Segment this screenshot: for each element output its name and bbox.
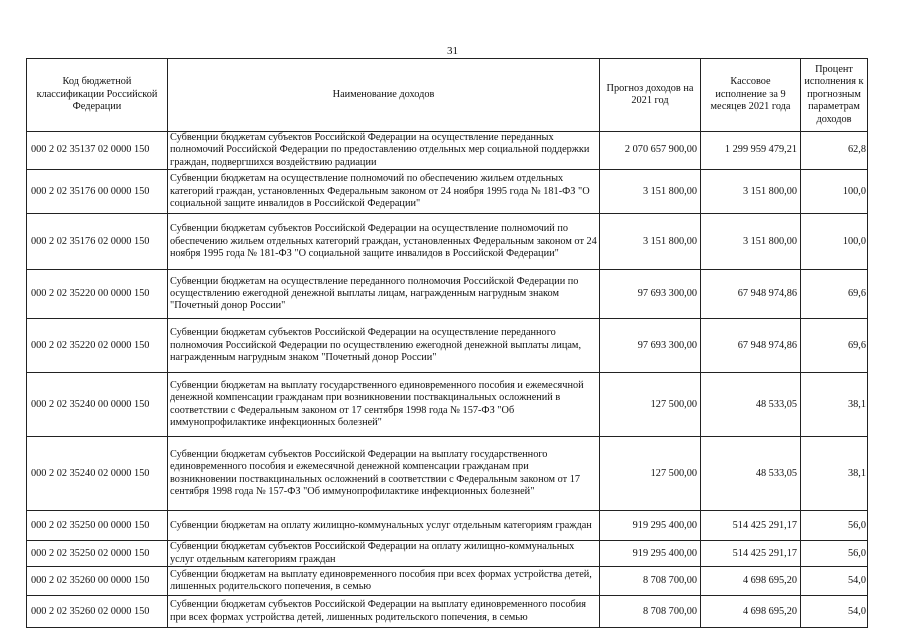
- row-forecast: 919 295 400,00: [600, 541, 701, 567]
- row-code: 000 2 02 35250 02 0000 150: [27, 541, 168, 567]
- row-name: Субвенции бюджетам субъектов Российской Федерации на осуществление полномочий по обеспечению жильем отдельных категорий граждан, установленных Федеральным законом от 24 ноября 1995 года № 181-ФЗ "О социальной защите инвалидов в Российской Федерации": [168, 214, 600, 270]
- row-code: 000 2 02 35240 02 0000 150: [27, 437, 168, 511]
- table-row: [27, 319, 868, 373]
- row-name: Субвенции бюджетам на осуществление полномочий по обеспечению жильем отдельных категорий граждан, установленных Федеральным законом от 24 ноября 1995 года № 181-ФЗ "О социальной защите инвалидов в Российской Федерации": [168, 170, 600, 214]
- table-row: [27, 541, 868, 567]
- table-row: [27, 596, 868, 628]
- header-percent: Процент исполнения к прогнозным параметрам доходов: [801, 59, 868, 132]
- row-forecast: 97 693 300,00: [600, 270, 701, 319]
- row-executed: 4 698 695,20: [701, 596, 801, 628]
- row-executed: 67 948 974,86: [701, 270, 801, 319]
- row-forecast: 97 693 300,00: [600, 319, 701, 373]
- row-code: 000 2 02 35260 02 0000 150: [27, 596, 168, 628]
- row-executed: 514 425 291,17: [701, 511, 801, 541]
- header-code: Код бюджетной классификации Российской Федерации: [27, 59, 168, 132]
- row-name: Субвенции бюджетам на осуществление переданного полномочия Российской Федерации по осуществлению ежегодной денежной выплаты лицам, награжденным нагрудным знаком "Почетный донор России": [168, 270, 600, 319]
- row-percent: 69,6: [801, 270, 868, 319]
- row-code: 000 2 02 35240 00 0000 150: [27, 373, 168, 437]
- table-row: [27, 270, 868, 319]
- row-code: 000 2 02 35250 00 0000 150: [27, 511, 168, 541]
- table-row: [27, 511, 868, 541]
- row-forecast: 3 151 800,00: [600, 170, 701, 214]
- table-row: [27, 437, 868, 511]
- row-name: Субвенции бюджетам субъектов Российской Федерации на осуществление переданного полномочия Российской Федерации по осуществлению ежегодной денежной выплаты лицам, награжденным нагрудным знаком "Почетный донор России": [168, 319, 600, 373]
- row-forecast: 3 151 800,00: [600, 214, 701, 270]
- row-forecast: 8 708 700,00: [600, 567, 701, 596]
- table-row: [27, 567, 868, 596]
- revenue-table: [26, 58, 868, 628]
- row-name: Субвенции бюджетам субъектов Российской Федерации на осуществление переданных полномочий Российской Федерации по предоставлению отдельных мер социальной поддержки граждан, подвергшихся воздействию радиации: [168, 132, 600, 170]
- row-percent: 38,1: [801, 437, 868, 511]
- table-row: [27, 170, 868, 214]
- row-forecast: 127 500,00: [600, 373, 701, 437]
- table-row: [27, 214, 868, 270]
- row-percent: 56,0: [801, 541, 868, 567]
- row-code: 000 2 02 35220 02 0000 150: [27, 319, 168, 373]
- page-number: 31: [447, 45, 458, 57]
- row-name: Субвенции бюджетам на выплату единовременного пособия при всех формах устройства детей, лишенных родительского попечения, в семью: [168, 567, 600, 596]
- row-code: 000 2 02 35220 00 0000 150: [27, 270, 168, 319]
- row-executed: 1 299 959 479,21: [701, 132, 801, 170]
- row-percent: 54,0: [801, 567, 868, 596]
- header-name: Наименование доходов: [168, 59, 600, 132]
- table-row: [27, 373, 868, 437]
- row-percent: 38,1: [801, 373, 868, 437]
- row-executed: 4 698 695,20: [701, 567, 801, 596]
- row-executed: 3 151 800,00: [701, 170, 801, 214]
- row-name: Субвенции бюджетам субъектов Российской Федерации на оплату жилищно-коммунальных услуг отдельным категориям граждан: [168, 541, 600, 567]
- row-forecast: 919 295 400,00: [600, 511, 701, 541]
- row-percent: 56,0: [801, 511, 868, 541]
- row-name: Субвенции бюджетам субъектов Российской Федерации на выплату единовременного пособия при всех формах устройства детей, лишенных родительского попечения, в семью: [168, 596, 600, 628]
- row-code: 000 2 02 35176 02 0000 150: [27, 214, 168, 270]
- row-name: Субвенции бюджетам на выплату государственного единовременного пособия и ежемесячной денежной компенсации гражданам при возникновении поствакцинальных осложнений в соответствии с Федеральным законом от 17 сентября 1998 года № 157-ФЗ "Об иммунопрофилактике инфекционных болезней": [168, 373, 600, 437]
- row-executed: 67 948 974,86: [701, 319, 801, 373]
- table-header-row: [27, 59, 868, 132]
- header-executed: Кассовое исполнение за 9 месяцев 2021 года: [701, 59, 801, 132]
- row-code: 000 2 02 35176 00 0000 150: [27, 170, 168, 214]
- row-percent: 62,8: [801, 132, 868, 170]
- row-executed: 3 151 800,00: [701, 214, 801, 270]
- row-executed: 48 533,05: [701, 373, 801, 437]
- row-executed: 514 425 291,17: [701, 541, 801, 567]
- row-name: Субвенции бюджетам на оплату жилищно-коммунальных услуг отдельным категориям граждан: [168, 511, 600, 541]
- row-percent: 100,0: [801, 170, 868, 214]
- row-percent: 54,0: [801, 596, 868, 628]
- header-forecast: Прогноз доходов на 2021 год: [600, 59, 701, 132]
- row-percent: 69,6: [801, 319, 868, 373]
- row-name: Субвенции бюджетам субъектов Российской Федерации на выплату государственного единовременного пособия и ежемесячной денежной компенсации гражданам при возникновении поствакцинальных осложнений в соответствии с Федеральным законом от 17 сентября 1998 года № 157-ФЗ "Об иммунопрофилактике инфекционных болезней": [168, 437, 600, 511]
- row-forecast: 127 500,00: [600, 437, 701, 511]
- row-code: 000 2 02 35137 02 0000 150: [27, 132, 168, 170]
- row-code: 000 2 02 35260 00 0000 150: [27, 567, 168, 596]
- row-percent: 100,0: [801, 214, 868, 270]
- table-body: [27, 132, 868, 628]
- table-row: [27, 132, 868, 170]
- row-forecast: 8 708 700,00: [600, 596, 701, 628]
- row-executed: 48 533,05: [701, 437, 801, 511]
- row-forecast: 2 070 657 900,00: [600, 132, 701, 170]
